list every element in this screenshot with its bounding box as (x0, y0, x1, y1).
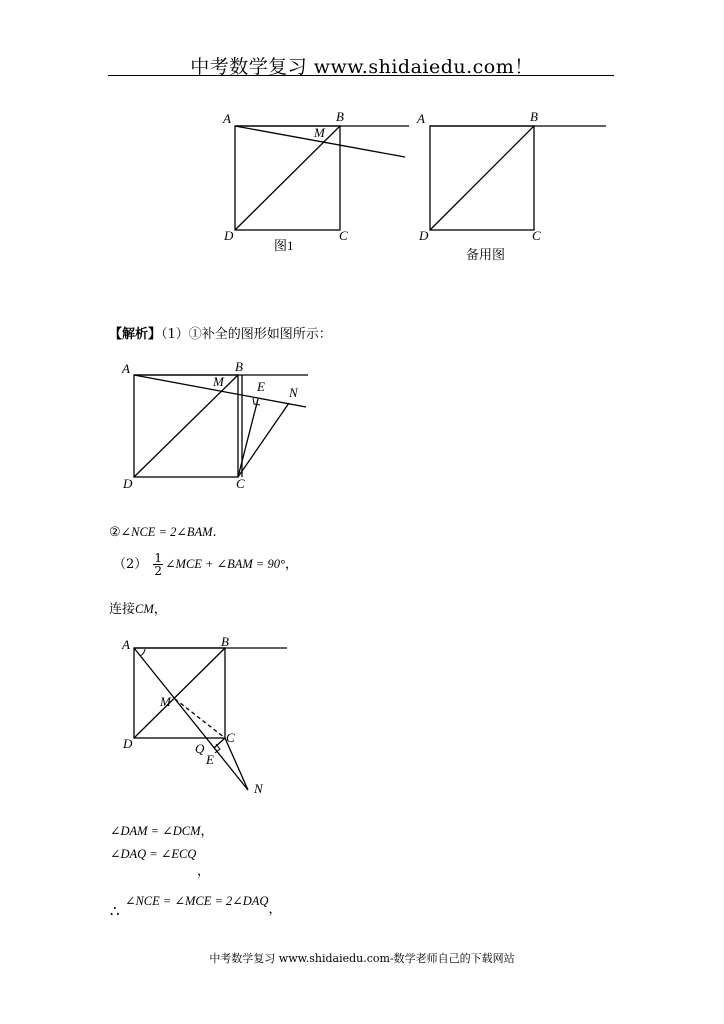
equation-1-line (110, 820, 214, 839)
equation-1-end: ， (200, 824, 214, 839)
part1-intro: （1）①补全的图形如图所示： (161, 327, 332, 342)
half-fraction (153, 552, 163, 577)
label-a: A (122, 637, 130, 652)
item-2-end: . (212, 525, 217, 540)
diagonal-db (430, 126, 534, 230)
part-2-line (113, 552, 298, 577)
label-c: C (236, 476, 245, 491)
connect-line (109, 598, 167, 617)
label-e: E (257, 379, 265, 394)
fraction-numerator: 1 (154, 551, 163, 565)
solution-line-1 (109, 323, 332, 342)
figure-1 (215, 105, 415, 265)
label-a: A (122, 361, 130, 376)
fraction-denominator: 2 (154, 564, 163, 578)
label-e: E (206, 752, 214, 767)
diagonal-db (235, 126, 340, 230)
label-c: C (532, 228, 541, 243)
item-2-equation: ∠NCE = 2∠BAM (120, 525, 213, 539)
dashed-segment-cm (175, 699, 225, 738)
label-b: B (221, 634, 229, 649)
equation-2-end: ， (197, 864, 211, 879)
item-2-marker: ② (109, 525, 121, 540)
label-b: B (530, 109, 538, 124)
label-m: M (160, 694, 171, 709)
label-c: C (226, 730, 235, 745)
label-d: D (123, 736, 133, 751)
solution-heading: 【解析】 (109, 327, 162, 342)
segment-ce (238, 399, 258, 477)
label-c: C (339, 228, 348, 243)
part-2-end: ， (284, 557, 298, 572)
connect-end: ， (153, 602, 167, 617)
label-n: N (254, 781, 263, 796)
label-q: Q (195, 741, 205, 756)
header-rule (108, 75, 614, 76)
equation-1: ∠DAM = ∠DCM (110, 824, 201, 838)
segment-cn (238, 403, 289, 477)
diagonal-db (134, 375, 238, 477)
label-d: D (123, 476, 133, 491)
therefore-symbol: ∴ (110, 902, 120, 920)
segment-cn (225, 738, 248, 790)
equation-3: ∠NCE = ∠MCE = 2∠DAQ (125, 894, 269, 908)
angle-arc-a (140, 649, 145, 656)
right-angle-mark (253, 398, 260, 405)
label-a: A (417, 111, 425, 126)
label-d: D (419, 228, 429, 243)
connect-segment: CM (135, 602, 154, 616)
label-d: D (224, 228, 234, 243)
item-2-line (109, 524, 217, 540)
label-m: M (314, 125, 325, 140)
label-b: B (235, 359, 243, 374)
label-b: B (336, 109, 344, 124)
label-a: A (223, 111, 231, 126)
page-footer: 中考数学复习 www.shidaiedu.com-数学老师自己的下载网站 (209, 952, 515, 965)
figure-2 (115, 355, 315, 495)
ray-am (134, 648, 248, 790)
part-2-equation: ∠MCE + ∠BAM = 90° (165, 557, 285, 571)
figure-spare (410, 105, 610, 265)
equation-3-line (125, 890, 282, 917)
figure-spare-caption: 备用图 (466, 247, 506, 262)
label-n: N (289, 385, 298, 400)
page-header: 中考数学复习 www.shidaiedu.com！ (190, 56, 534, 78)
part-2-label: （2） (113, 557, 148, 572)
equation-2-line (110, 846, 196, 862)
segment-ce (214, 738, 225, 748)
figure-3 (115, 630, 315, 800)
connect-text: 连接 (109, 602, 136, 617)
equation-3-end: ， (268, 902, 282, 917)
equation-2: ∠DAQ = ∠ECQ (110, 847, 197, 861)
diagonal-db (134, 648, 225, 738)
label-m: M (213, 374, 224, 389)
figure-1-caption: 图1 (274, 238, 294, 253)
